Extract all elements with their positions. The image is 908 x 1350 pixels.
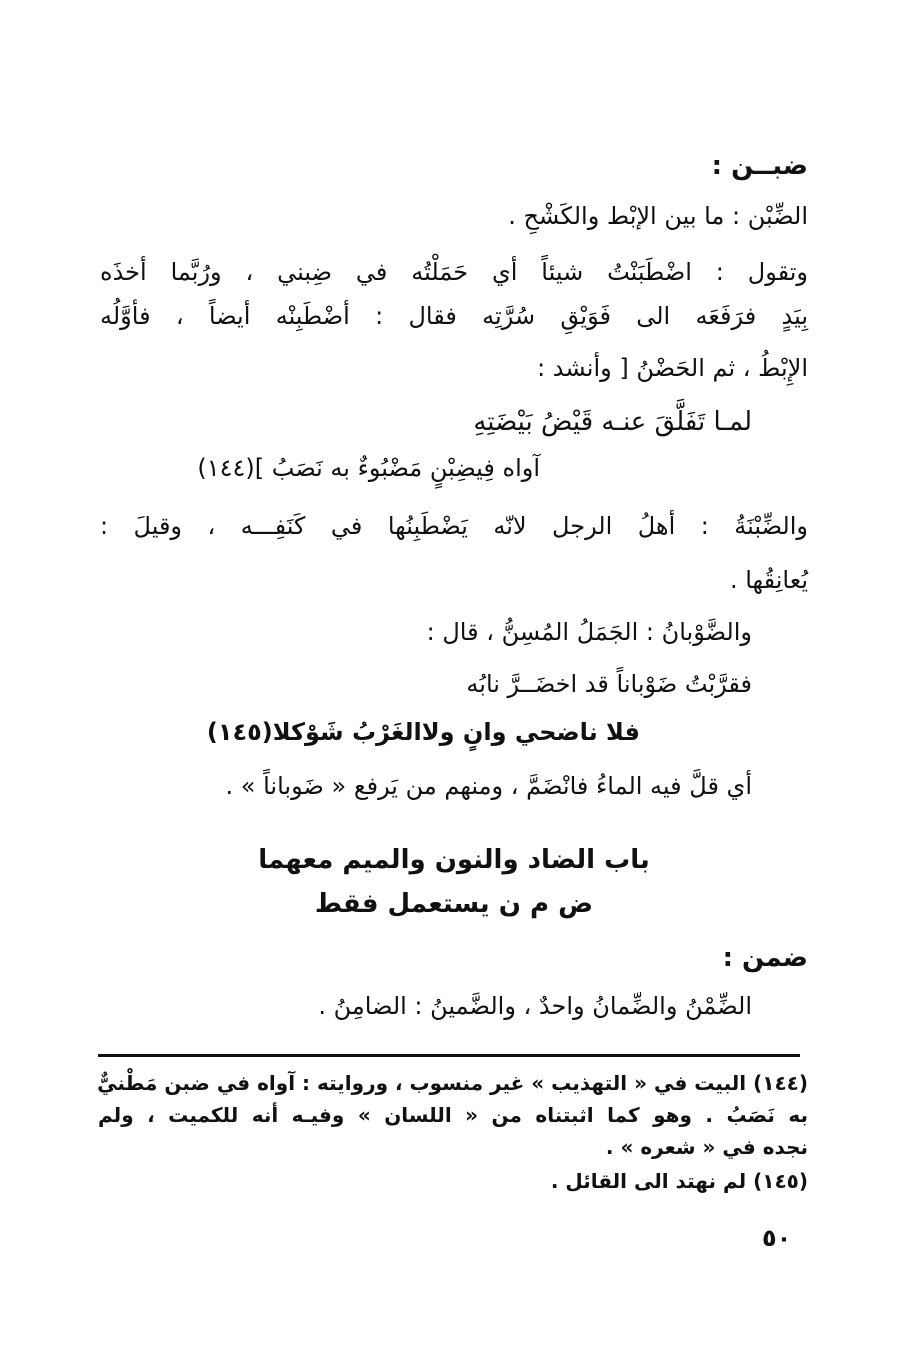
entry-line: الضِّبْن : ما بين الإبْط والكَشْحِ . bbox=[508, 202, 808, 230]
entry-line: يُعانِقُها . bbox=[729, 566, 808, 594]
entry-line: الإِبْطُ ، ثم الحَضْنُ [ وأنشد : bbox=[537, 354, 808, 382]
verse-line: آواه فِيضِبْنٍ مَضْبُوءٌ به نَصَبُ ](١٤٤) bbox=[197, 454, 540, 482]
entry-line: والضِّبْنَةُ : أهلُ الرجل لانّه يَضْطَبِنُها في كَنَفِـــه ، وقيلَ : bbox=[100, 512, 808, 540]
entry-line: الضِّمْنُ والضِّمانُ واحدٌ ، والضَّمينُ : الضامِنُ . bbox=[318, 992, 752, 1020]
chapter-title: باب الضاد والنون والميم معهما bbox=[258, 845, 650, 875]
entry-line: أي قلَّ فيه الماءُ فانْضَمَّ ، ومنهم من يَرفع « ضَوباناً » . bbox=[225, 772, 752, 800]
footnote-line: نجده في « شعره » . bbox=[605, 1135, 808, 1159]
entry-line: بِيَدٍ فرَفَعَه الى فَوَيْقِ سُرَّتِه فقال : أضْطَبِنْه أيضاً ، فأوَّلُه bbox=[100, 302, 808, 330]
entry-line: والضَّوْبانُ : الجَمَلُ المُسِنُّ ، قال : bbox=[426, 618, 752, 646]
footnote-line: (١٤٤) البيت في « التهذيب » غير منسوب ، وروايته : آواه في ضبن مَطْنيٌّ bbox=[97, 1071, 808, 1095]
verse-line: لمـا تَفَلَّقَ عنـه قَيْضُ بَيْضَتِهِ bbox=[473, 407, 752, 437]
page-number: ٥٠ bbox=[762, 1224, 792, 1252]
entry-heading-dmn: ضمن : bbox=[722, 943, 808, 973]
footnote-line: (١٤٥) لم نهتد الى القائل . bbox=[550, 1169, 808, 1193]
chapter-subtitle: ض م ن يستعمل فقط bbox=[314, 889, 594, 919]
verse-line: فلا ناضحي وانٍ ولاالغَرْبُ شَوْكلا(١٤٥) bbox=[206, 718, 640, 746]
footnote-line: به نَصَبُ . وهو كما اثبتناه من « اللسان » وفيـه أنه للكميت ، ولم bbox=[98, 1103, 808, 1127]
footnote-divider bbox=[98, 1054, 800, 1057]
entry-heading-dbn: ضبــن : bbox=[711, 151, 808, 181]
verse-line: فقرَّبْتُ ضَوْباناً قد اخضَــرَّ نابُه bbox=[466, 670, 752, 698]
entry-line: وتقول : اضْطَبَنْتُ شيئاً أي حَمَلْتُه في ضِبني ، ورُبَّما أخذَه bbox=[100, 258, 808, 286]
